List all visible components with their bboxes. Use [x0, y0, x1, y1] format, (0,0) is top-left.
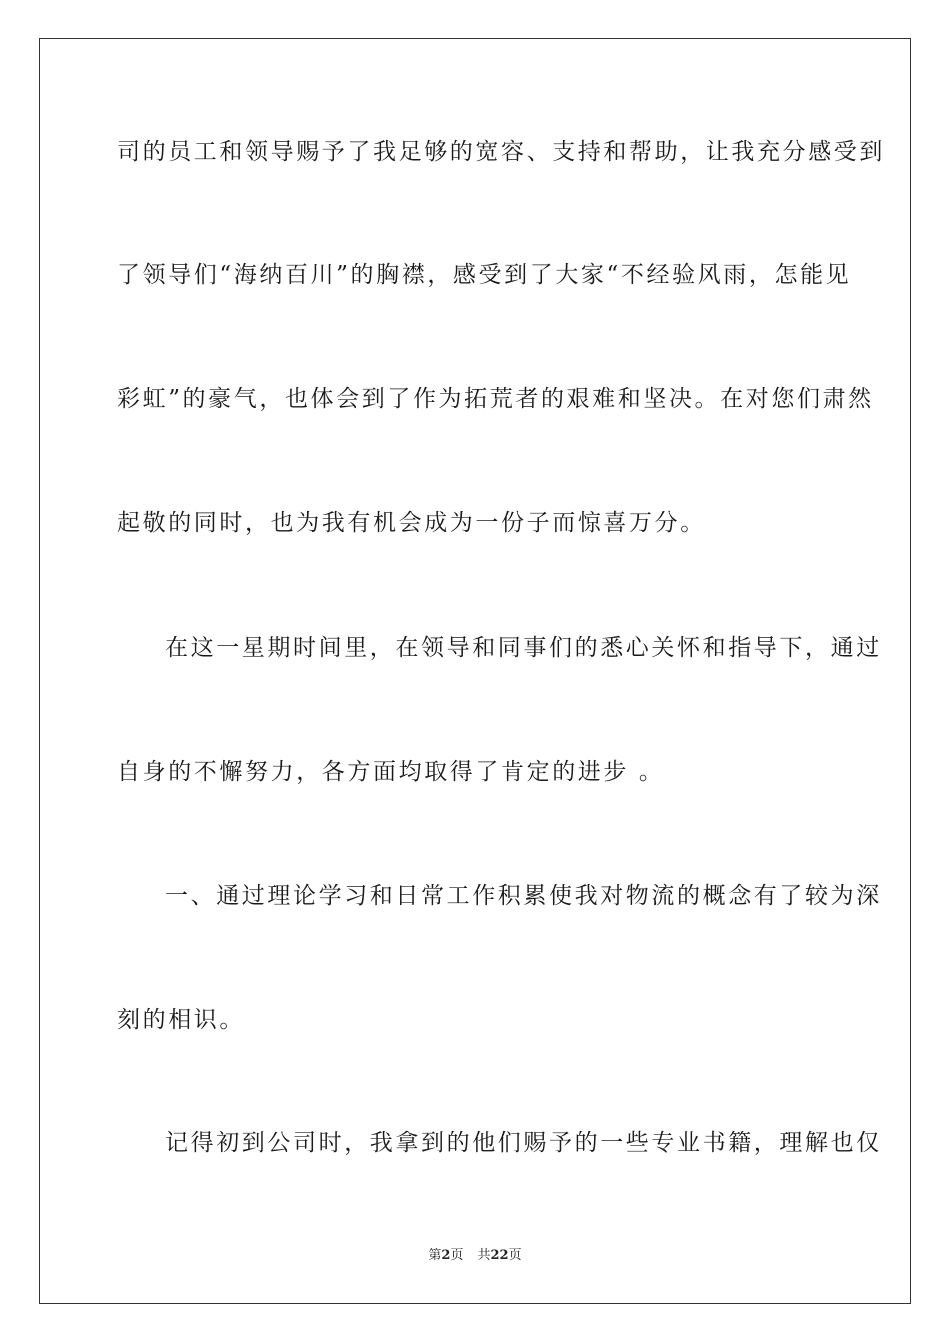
text-line: 自身的不懈努力，各方面均取得了肯定的进步 。: [117, 759, 665, 785]
text-line: 司的员工和领导赐予了我足够的宽容、支持和帮助，让我充分感受到: [117, 139, 885, 165]
paragraph-start-line: 一、通过理论学习和日常工作积累使我对物流的概念有了较为深: [165, 883, 882, 909]
paragraph-start-line: 记得初到公司时，我拿到的他们赐予的一些专业书籍，理解也仅: [165, 1130, 882, 1156]
paragraph-start-line: 在这一星期时间里，在领导和同事们的悉心关怀和指导下，通过: [165, 635, 882, 661]
total-pages: 22: [490, 1248, 509, 1263]
page-prefix: 第: [428, 1248, 442, 1263]
text-line: 彩虹”的豪气，也体会到了作为拓荒者的艰难和坚决。在对您们肃然: [117, 386, 874, 412]
page-suffix: 页: [450, 1248, 464, 1263]
text-line: 刻的相识。: [117, 1007, 245, 1033]
page-border: [39, 38, 911, 1304]
total-prefix: 共: [477, 1248, 491, 1263]
total-suffix: 页: [508, 1248, 522, 1263]
text-line: 了领导们“海纳百川”的胸襟，感受到了大家“不经验风雨，怎能见: [117, 262, 852, 288]
page-number: 2: [441, 1248, 451, 1263]
text-line: 起敬的同时，也为我有机会成为一份子而惊喜万分。: [117, 510, 706, 536]
page-footer: [0, 1248, 950, 1264]
